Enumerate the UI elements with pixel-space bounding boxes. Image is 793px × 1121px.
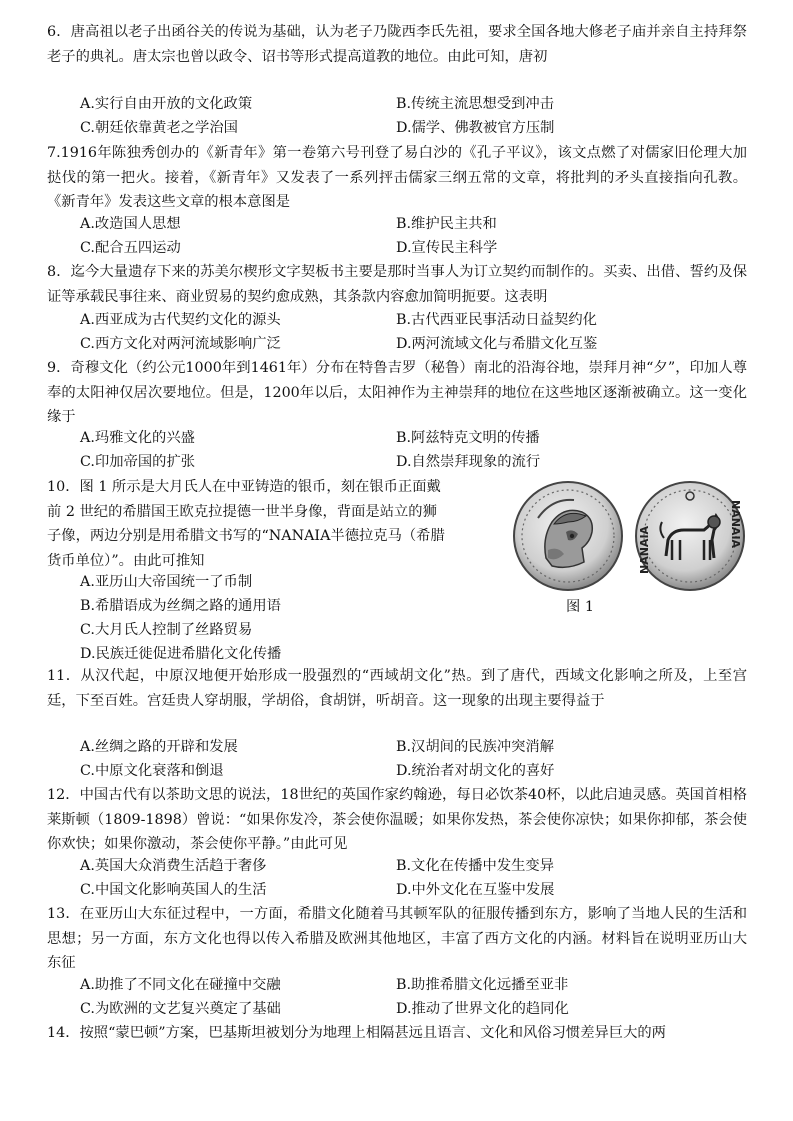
question-8-options	[80, 309, 750, 356]
option-a: A.助推了不同文化在碰撞中交融	[80, 977, 281, 993]
question-10-line-1: 10．图 1 所示是大月氏人在中亚铸造的银币，刻在银币正面戴	[47, 479, 441, 495]
question-7-stem: 7.1916年陈独秀创办的《新青年》第一卷第六号刊登了易白沙的《孔子平议》，该文点燃了对儒家旧伦理大加挞伐的第一把火。接着，《新青年》又发表了一系列抨击儒家三纲五常的文章，将批判的矛头直接指向孔教。《新青年》发表这些文章的根本意图是	[47, 145, 747, 211]
option-c: C.中国文化影响英国人的生活	[80, 881, 267, 898]
question-9-options	[80, 427, 750, 474]
question-11-options	[80, 736, 750, 783]
question-13-stem: 13．在亚历山大东征过程中，一方面，希腊文化随着马其顿军队的征服传播到东方，影响了当地人民的生活和思想；另一方面，东方文化也得以传入希腊及欧洲其他地区，丰富了西方文化的内涵。材料旨在说明亚历山大东征	[47, 906, 747, 972]
option-d: D.中外文化在互鉴中发展	[396, 881, 555, 898]
option-c: C.中原文化衰落和倒退	[80, 762, 224, 779]
question-10-line-4: 货币单位）”。由此可推知	[47, 552, 205, 569]
option-a: A.实行自由开放的文化政策	[80, 96, 253, 112]
option-a: A.丝绸之路的开辟和发展	[80, 739, 238, 755]
option-d: D.统治者对胡文化的喜好	[396, 762, 555, 779]
option-b: B.阿兹特克文明的传播	[396, 430, 540, 446]
question-6-options	[80, 93, 750, 140]
figure-caption: 图 1	[566, 599, 594, 615]
question-13-options	[80, 974, 750, 1021]
question-9	[47, 356, 747, 430]
question-13	[47, 902, 747, 976]
option-a: A.西亚成为古代契约文化的源头	[80, 312, 281, 328]
question-8	[47, 260, 747, 309]
question-11-stem: 11．从汉代起，中原汉地便开始形成一股强烈的“西域胡文化”热。到了唐代，西域文化影响之所及，上至宫廷，下至百姓。宫廷贵人穿胡服，学胡俗，食胡饼，听胡音。这一现象的出现主要得益于	[47, 668, 747, 709]
option-a: A.玛雅文化的兴盛	[80, 430, 195, 446]
option-a: A.英国大众消费生活趋于奢侈	[80, 858, 267, 874]
question-11	[47, 664, 747, 713]
question-10-stem	[47, 475, 507, 573]
option-a: A.亚历山大帝国统一了币制	[80, 574, 253, 590]
question-14	[47, 1021, 747, 1046]
option-d: D.儒学、佛教被官方压制	[396, 119, 555, 136]
option-d: D.宣传民主科学	[396, 239, 498, 256]
question-6-stem: 6．唐高祖以老子出函谷关的传说为基础，认为老子乃陇西李氏先祖，要求全国各地大修老子庙并亲自主持拜祭老子的典礼。唐太宗也曾以政令、诏书等形式提高道教的地位。由此可知，唐初	[47, 24, 747, 65]
option-b: B.古代西亚民事活动日益契约化	[396, 312, 597, 328]
option-b: B.助推希腊文化远播至亚非	[396, 977, 569, 993]
question-7-options	[80, 213, 750, 260]
option-c: C.配合五四运动	[80, 239, 181, 256]
coin-reverse	[636, 482, 744, 590]
question-6	[47, 20, 747, 69]
option-b: B.维护民主共和	[396, 216, 497, 232]
coin-obverse	[514, 482, 622, 590]
option-b: B.希腊语成为丝绸之路的通用语	[80, 598, 281, 614]
coin-legend-left: NANAIA	[638, 525, 651, 574]
option-c: C.西方文化对两河流域影响广泛	[80, 335, 281, 352]
question-12-stem: 12．中国古代有以茶助文思的说法，18世纪的英国作家约翰逊，每日必饮茶40杯，以此启迪灵感。英国首相格莱斯顿（1809-1898）曾说：“如果你发冷，茶会使你温暖；如果你发热，茶会使你凉快；如果你抑郁，茶会使你欢快；如果你激动，茶会使你平静。”由此可见	[47, 787, 747, 853]
option-b: B.传统主流思想受到冲击	[396, 96, 555, 112]
option-d: D.民族迁徙促进希腊化文化传播	[80, 646, 282, 662]
question-14-stem: 14．按照“蒙巴顿”方案，巴基斯坦被划分为地理上相隔甚远且语言、文化和风俗习惯差异巨大的两	[47, 1025, 666, 1041]
question-9-stem: 9．奇穆文化（约公元1000年到1461年）分布在特鲁吉罗（秘鲁）南北的沿海谷地，崇拜月神“夕”，印加人尊奉的太阳神仅居次要地位。但是，1200年以后，太阳神作为主神崇拜的地位在这些地区逐渐被确立。这一变化缘于	[47, 360, 747, 426]
question-12	[47, 783, 747, 857]
option-c: C.大月氏人控制了丝路贸易	[80, 622, 253, 638]
option-c: C.为欧洲的文艺复兴奠定了基础	[80, 1000, 281, 1017]
question-10-line-2: 前 2 世纪的希腊国王欧克拉提德一世半身像，背面是站立的狮	[47, 503, 437, 520]
option-a: A.改造国人思想	[80, 216, 181, 232]
coin-image	[508, 478, 748, 596]
option-c: C.朝廷依靠黄老之学治国	[80, 119, 238, 136]
question-10-line-3: 子像，两边分别是用希腊文书写的“NANAIA半德拉克马（希腊	[47, 528, 445, 545]
coin-legend-right: NANAIA	[729, 500, 742, 549]
option-b: B.汉胡间的民族冲突消解	[396, 739, 555, 755]
option-b: B.文化在传播中发生变异	[396, 858, 555, 874]
option-d: D.推动了世界文化的趋同化	[396, 1000, 569, 1017]
question-8-stem: 8．迄今大量遗存下来的苏美尔楔形文字契板书主要是那时当事人为订立契约而制作的。买卖、出借、誓约及保证等承载民事往来、商业贸易的契约愈成熟，其条款内容愈加简明扼要。这表明	[47, 264, 747, 305]
question-7	[47, 141, 747, 215]
option-d: D.自然崇拜现象的流行	[396, 453, 541, 470]
option-c: C.印加帝国的扩张	[80, 453, 196, 470]
option-d: D.两河流域文化与希腊文化互鉴	[396, 335, 598, 352]
question-12-options	[80, 855, 750, 902]
